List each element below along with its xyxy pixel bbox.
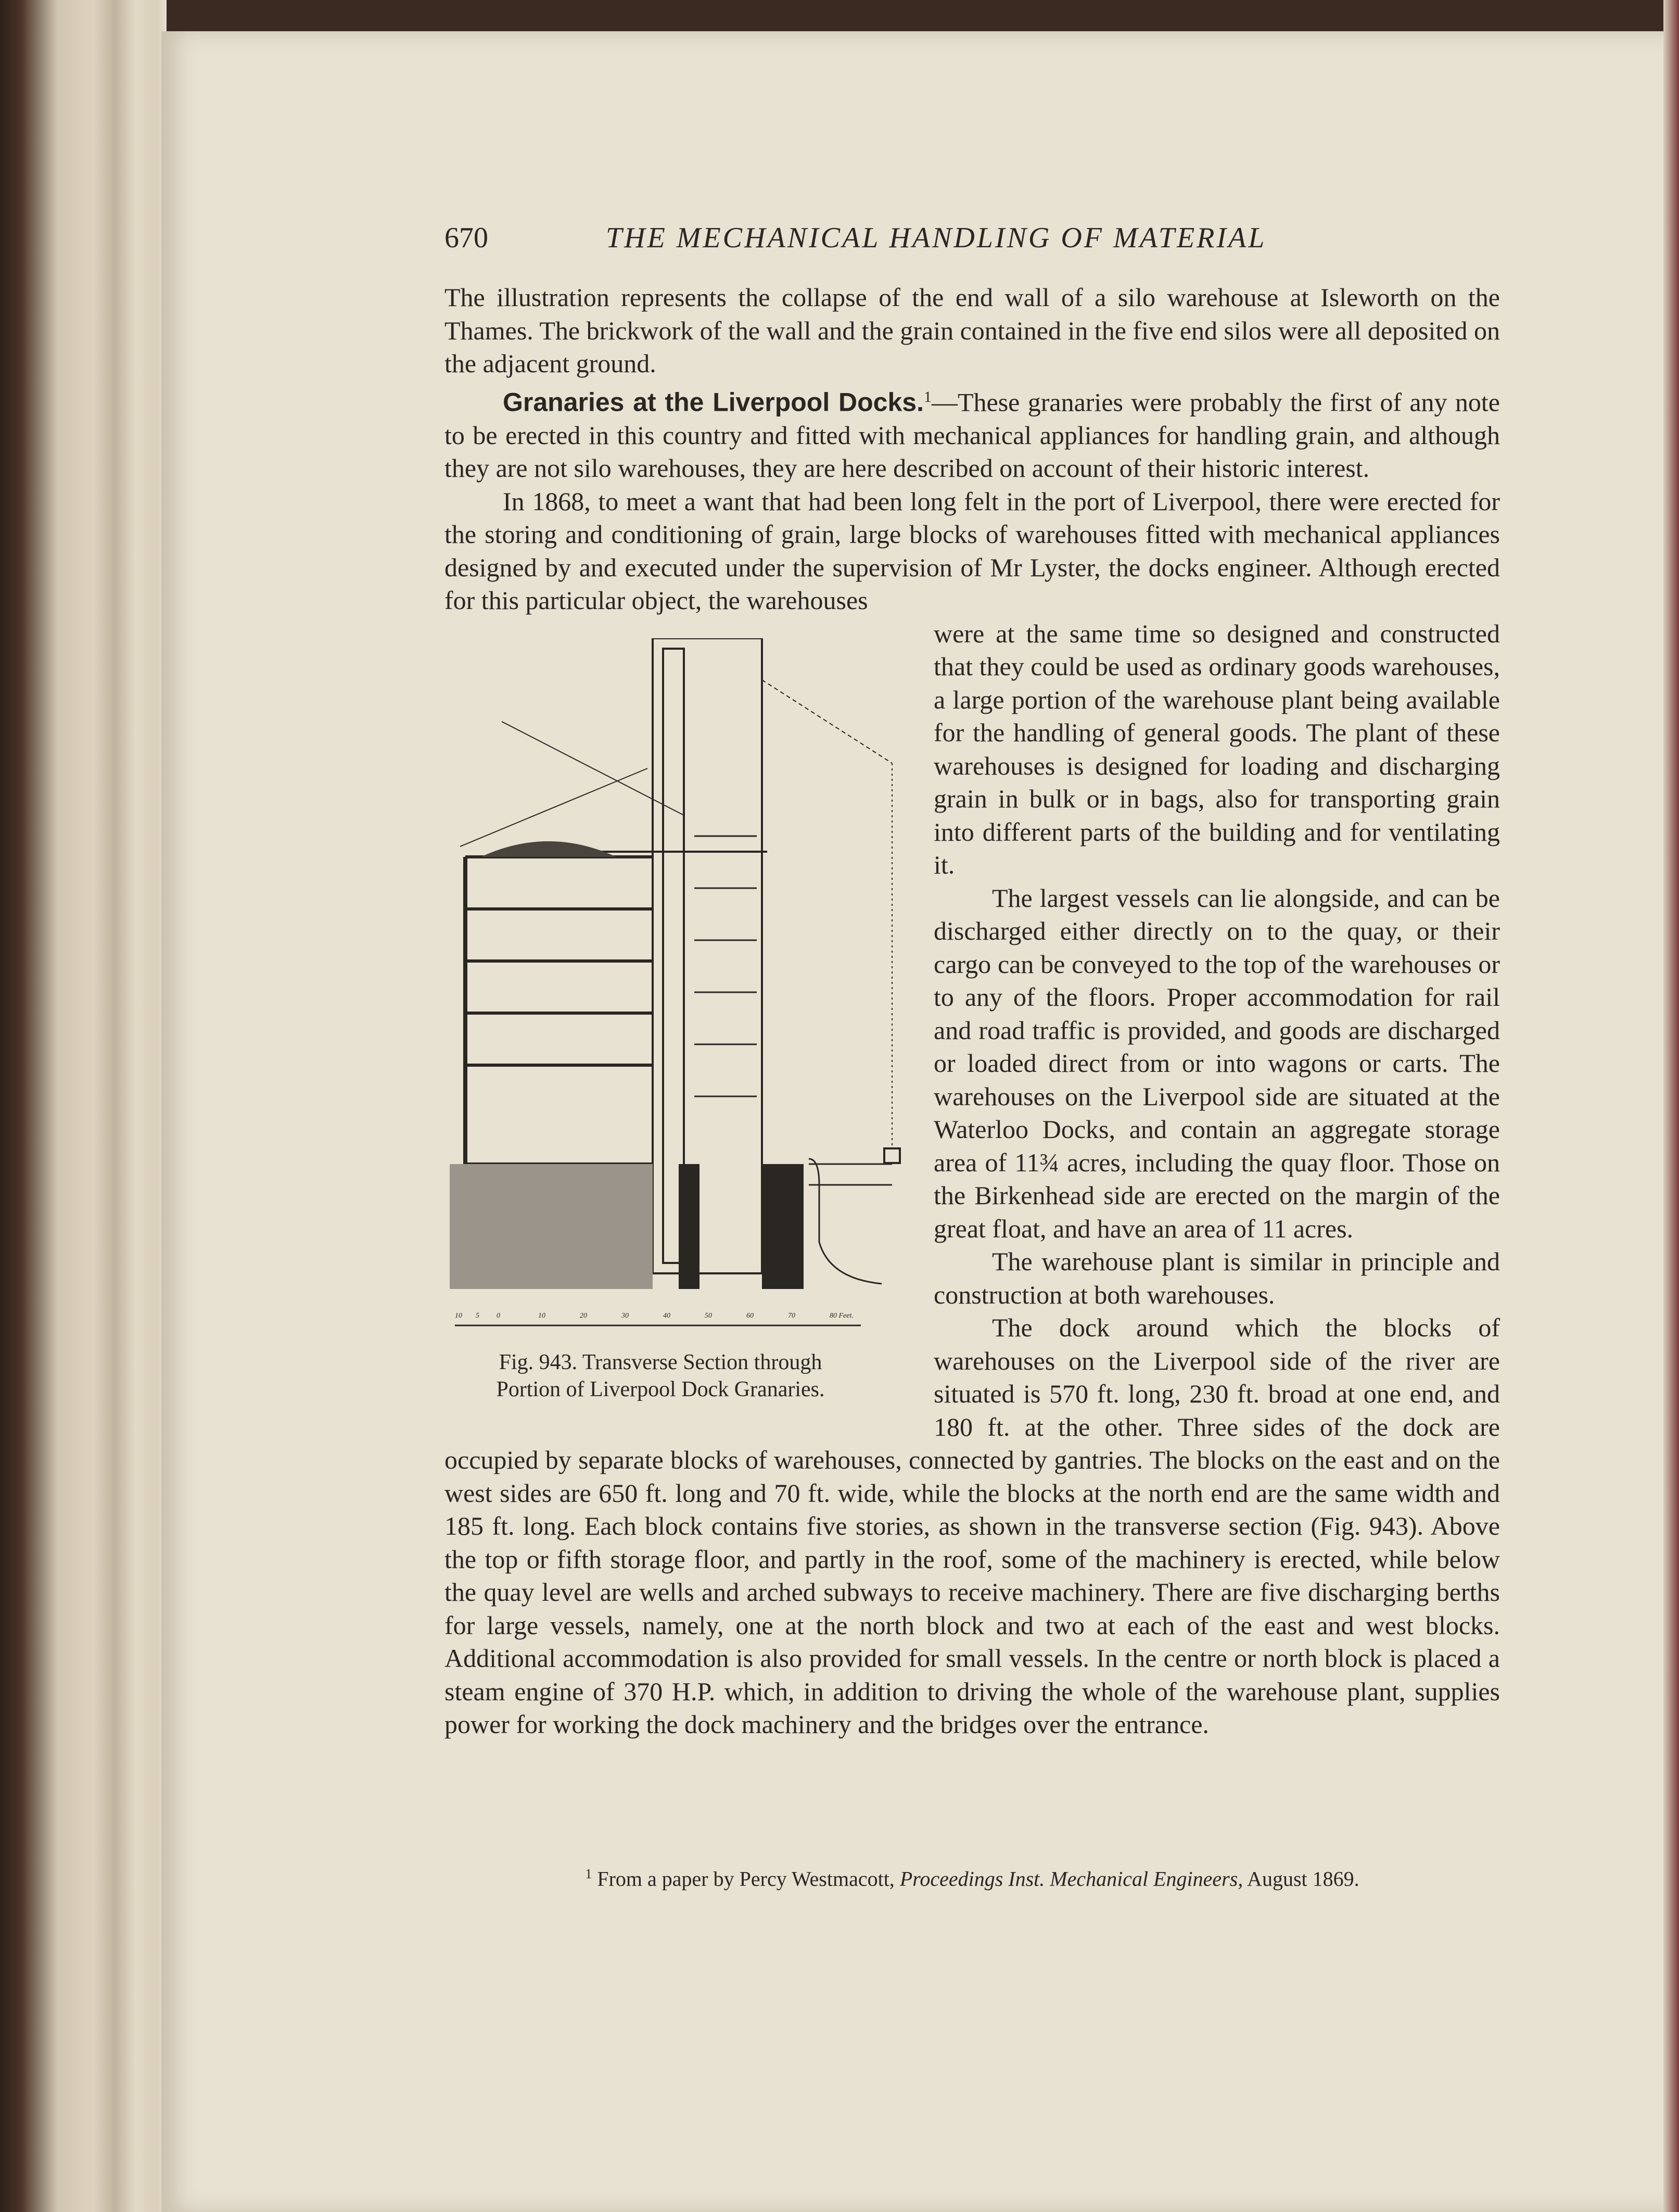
scale-label: 10 [455, 1311, 462, 1320]
footnote-marker: 1 [585, 1866, 592, 1881]
page-stack-edge [0, 0, 167, 2212]
caption-line: Portion of Liverpool Dock Granaries. [496, 1377, 825, 1401]
paragraph [444, 381, 1500, 485]
book-cover-edge [1663, 0, 1679, 2212]
figure-caption [444, 1349, 876, 1403]
scale-label: 5 [476, 1311, 479, 1320]
paragraph: The warehouse plant is similar in principle and construction at both warehouses. [934, 1247, 1500, 1309]
paragraph-text: —These granaries were probably the first of any note to be erected in this country and fitted with mechanical appliances for handling grain, and although they are not silo warehouses, they are here described on account of their historic interest. [444, 387, 1500, 483]
scale-label: 70 [788, 1311, 795, 1320]
section-heading: Granaries at the Liverpool Docks. [503, 387, 924, 417]
paragraph: were at the same time so designed and constructed that they could be used as ordinary goods warehouses, a large portion of the warehouse plant being available for the handling of general goods. The plant of these warehouses is designed for loading and discharging grain in bulk or in bags, also for transporting grain into different parts of the building and for ventilating it. [934, 618, 1500, 880]
footnote-ref: 1 [923, 388, 932, 406]
scale-label: 10 [538, 1311, 545, 1320]
paragraph: The illustration represents the collapse of the end wall of a silo warehouse at Isleworth on the Thames. The brickwork of the wall and the grain contained in the five end silos were all deposited on the adjacent ground. [444, 283, 1500, 378]
scale-label: 50 [705, 1311, 712, 1320]
brick-wall [762, 1164, 804, 1289]
footnote-date: August 1869. [1243, 1867, 1359, 1891]
scale-label: 30 [621, 1311, 629, 1320]
ground-hatch [450, 1164, 653, 1289]
footnote-source: Proceedings Inst. Mechanical Engineers, [899, 1867, 1243, 1891]
floors [465, 857, 653, 1164]
paragraph: The largest vessels can lie alongside, and can be discharged either directly on to the quay, or their cargo can be conveyed to the top of the warehouses or to any of the floors. Proper accommodation for rail and road traffic is provided, and goods are discharged or loaded direct from or into wagons or carts. The warehouses on the Liverpool side are situated at the Waterloo Docks, and contain an aggregate storage area of 11¾ acres, including the quay floor. Those on the Birkenhead side are erected on the margin of the great float, and have an area of 11 acres. [934, 883, 1500, 1243]
figure-943 [444, 617, 902, 1435]
footnote-text: From a paper by Percy Westmacott, [597, 1867, 900, 1891]
elevator-tower [653, 638, 762, 1273]
scale-label: 60 [746, 1311, 754, 1320]
scale-bar [455, 1312, 861, 1325]
scale-label: 20 [580, 1311, 587, 1320]
scale-label: 80 Feet. [830, 1311, 854, 1320]
footnote [444, 1866, 1500, 1891]
scale-label: 40 [663, 1311, 670, 1320]
caption-line: Fig. 943. Transverse Section through [499, 1350, 822, 1374]
page-number: 670 [444, 222, 488, 254]
body-text [444, 281, 1500, 1741]
paragraph: In 1868, to meet a want that had been long felt in the port of Liverpool, there were erected for the storing and conditioning of grain, large blocks of warehouses fitted with mechanical appliances designed by and executed under the supervision of Mr Lyster, the docks engineer. Although erected for this particular object, the warehouses [444, 486, 1500, 615]
paragraph: The dock around which the blocks of warehouses on the Liverpool side of the river are situated is 570 ft. long, 230 ft. broad at one end, and 180 ft. at the other. Three sides of the dock are occupied by separate blocks of warehouses, connected by gantries. The blocks on the east and on the west sides are 650 ft. long and 70 ft. wide, while the blocks at the north end are the same width and 185 ft. long. Each block contains five stories, as shown in the transverse section (Fig. 943). Above the top or fifth storage floor, and partly in the roof, some of the machinery is erected, while below the quay level are wells and arched subways to receive machinery. There are five discharging berths for large vessels, namely, one at the north block and two at each of the east and west blocks. Additional accommodation is also provided for small vessels. In the centre or north block is placed a steam engine of 370 H.P. which, in addition to driving the whole of the warehouse plant, supplies power for working the dock machinery and the bridges over the entrance. [444, 1313, 1500, 1739]
running-title: THE MECHANICAL HANDLING OF MATERIAL [606, 222, 1267, 254]
transverse-section-drawing [444, 638, 902, 1341]
scale-label: 0 [497, 1311, 500, 1320]
grain-heap [481, 841, 616, 857]
